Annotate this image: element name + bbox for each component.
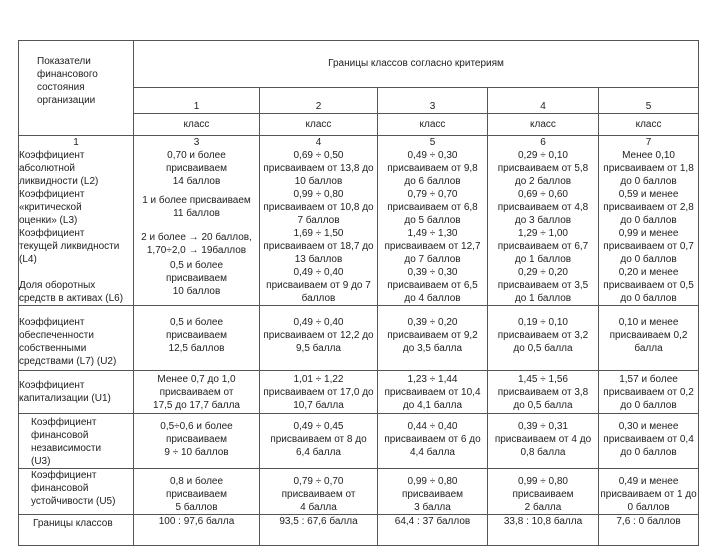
totals-row: [19, 515, 699, 546]
class-boundaries-table: [18, 40, 699, 546]
class4-cell: 0,99 ÷ 0,80 присваиваем 2 балла: [488, 469, 599, 515]
class4-cell: 6 0,29 ÷ 0,10 присваиваем от 5,8 до 2 баллов 0,69 ÷ 0,60 присваиваем от 4,8 до 3 баллов 1,29 ÷ 1,00 присваиваем от 6,7 до 1 баллов 0,29 ÷ 0,20 присваиваем от 3,5 до 1 баллов: [488, 136, 599, 306]
class-number: 4: [488, 87, 599, 113]
table-row: [19, 306, 699, 371]
class3-cell: 0,99 ÷ 0,80 присваиваем 3 балла: [378, 469, 488, 515]
class3-cell: 0,39 ÷ 0,20 присваиваем от 9,2 до 3,5 балла: [378, 306, 488, 371]
class4-cell: 0,19 ÷ 0,10 присваиваем от 3,2 до 0,5 балла: [488, 306, 599, 371]
class2-cell: 0,79 ÷ 0,70 присваиваем от 4 балла: [260, 469, 378, 515]
class5-total: 7,6 : 0 баллов: [599, 515, 699, 546]
table-row: [19, 371, 699, 414]
table-row: [19, 414, 699, 469]
class2-cell: 0,49 ÷ 0,40 присваиваем от 12,2 до 9,5 балла: [260, 306, 378, 371]
class5-cell: 0,49 и менее присваиваем от 1 до 0 баллов: [599, 469, 699, 515]
totals-label: Границы классов: [19, 515, 134, 546]
header-title: Границы классов согласно критериям: [134, 41, 699, 88]
header-row: [19, 41, 699, 88]
class5-cell: 1,57 и более присваиваем от 0,2 до 0 баллов: [599, 371, 699, 414]
class2-cell: 0,49 ÷ 0,45 присваиваем от 8 до 6,4 балла: [260, 414, 378, 469]
class1-total: 100 : 97,6 балла: [134, 515, 260, 546]
class1-cell: 0,5 и более присваиваем 12,5 баллов: [134, 306, 260, 371]
class2-cell: 4 0,69 ÷ 0,50 присваиваем от 13,8 до 10 баллов 0,99 ÷ 0,80 присваиваем от 10,8 до 7 баллов 1,69 ÷ 1,50 присваиваем от 18,7 до 13 баллов 0,49 ÷ 0,40 присваиваем от 9 до 7 баллов: [260, 136, 378, 306]
indicator-label-group: 1 Коэффициент абсолютной ликвидности (L2) Коэффициент «критической оценки» (L3) Коэффициент текущей ликвидности (L4) Доля оборотных средств в активах (L6): [19, 136, 134, 306]
class3-total: 64,4 : 37 баллов: [378, 515, 488, 546]
class-word: класс: [599, 114, 699, 136]
class4-total: 33,8 : 10,8 балла: [488, 515, 599, 546]
class1-cell: 0,5÷0,6 и более присваиваем 9 ÷ 10 баллов: [134, 414, 260, 469]
class-number: 1: [134, 87, 260, 113]
class4-cell: 1,45 ÷ 1,56 присваиваем от 3,8 до 0,5 балла: [488, 371, 599, 414]
class3-cell: 5 0,49 ÷ 0,30 присваиваем от 9,8 до 6 баллов 0,79 ÷ 0,70 присваиваем от 6,8 до 5 баллов 1,49 ÷ 1,30 присваиваем от 12,7 до 7 баллов 0,39 ÷ 0,30 присваиваем от 6,5 до 4 баллов: [378, 136, 488, 306]
class-word: класс: [488, 114, 599, 136]
class1-cell: 0,8 и более присваиваем 5 баллов: [134, 469, 260, 515]
class3-cell: 0,44 ÷ 0,40 присваиваем от 6 до 4,4 балла: [378, 414, 488, 469]
class5-cell: 0,10 и менее присваиваем 0,2 балла: [599, 306, 699, 371]
indicator-label: Коэффициент капитализации (U1): [19, 371, 134, 414]
class3-cell: 1,23 ÷ 1,44 присваиваем от 10,4 до 4,1 балла: [378, 371, 488, 414]
class-number: 5: [599, 87, 699, 113]
class5-cell: 0,30 и менее присваиваем от 0,4 до 0 баллов: [599, 414, 699, 469]
indicator-label: Коэффициент обеспеченности собственными средствами (L7) (U2): [19, 306, 134, 371]
class2-total: 93,5 : 67,6 балла: [260, 515, 378, 546]
class-number: 2: [260, 87, 378, 113]
class-word: класс: [260, 114, 378, 136]
indicator-label: Коэффициент финансовой независимости (U3): [19, 414, 134, 469]
class-word: класс: [134, 114, 260, 136]
table-row: [19, 469, 699, 515]
class4-cell: 0,39 ÷ 0,31 присваиваем от 4 до 0,8 балла: [488, 414, 599, 469]
group-a-row: [19, 136, 699, 306]
class1-cell: Менее 0,7 до 1,0 присваиваем от 17,5 до 17,7 балла: [134, 371, 260, 414]
indicator-label: Коэффициент финансовой устойчивости (U5): [19, 469, 134, 515]
class5-cell: 7 Менее 0,10 присваиваем от 1,8 до 0 баллов 0,59 и менее присваиваем от 2,8 до 0 баллов 0,99 и менее присваиваем от 0,7 до 0 баллов 0,20 и менее присваиваем от 0,5 до 0 баллов: [599, 136, 699, 306]
class-word: класс: [378, 114, 488, 136]
class1-cell: 3 0,70 и более присваиваем 14 баллов 1 и более присваиваем 11 баллов 2 и более → 20 баллов, 1,70÷2,0 → 19баллов 0,5 и более присваиваем 10 баллов: [134, 136, 260, 306]
class-number: 3: [378, 87, 488, 113]
class2-cell: 1,01 ÷ 1,22 присваиваем от 17,0 до 10,7 балла: [260, 371, 378, 414]
header-indicators-cell: Показатели финансового состояния организации: [19, 41, 134, 136]
